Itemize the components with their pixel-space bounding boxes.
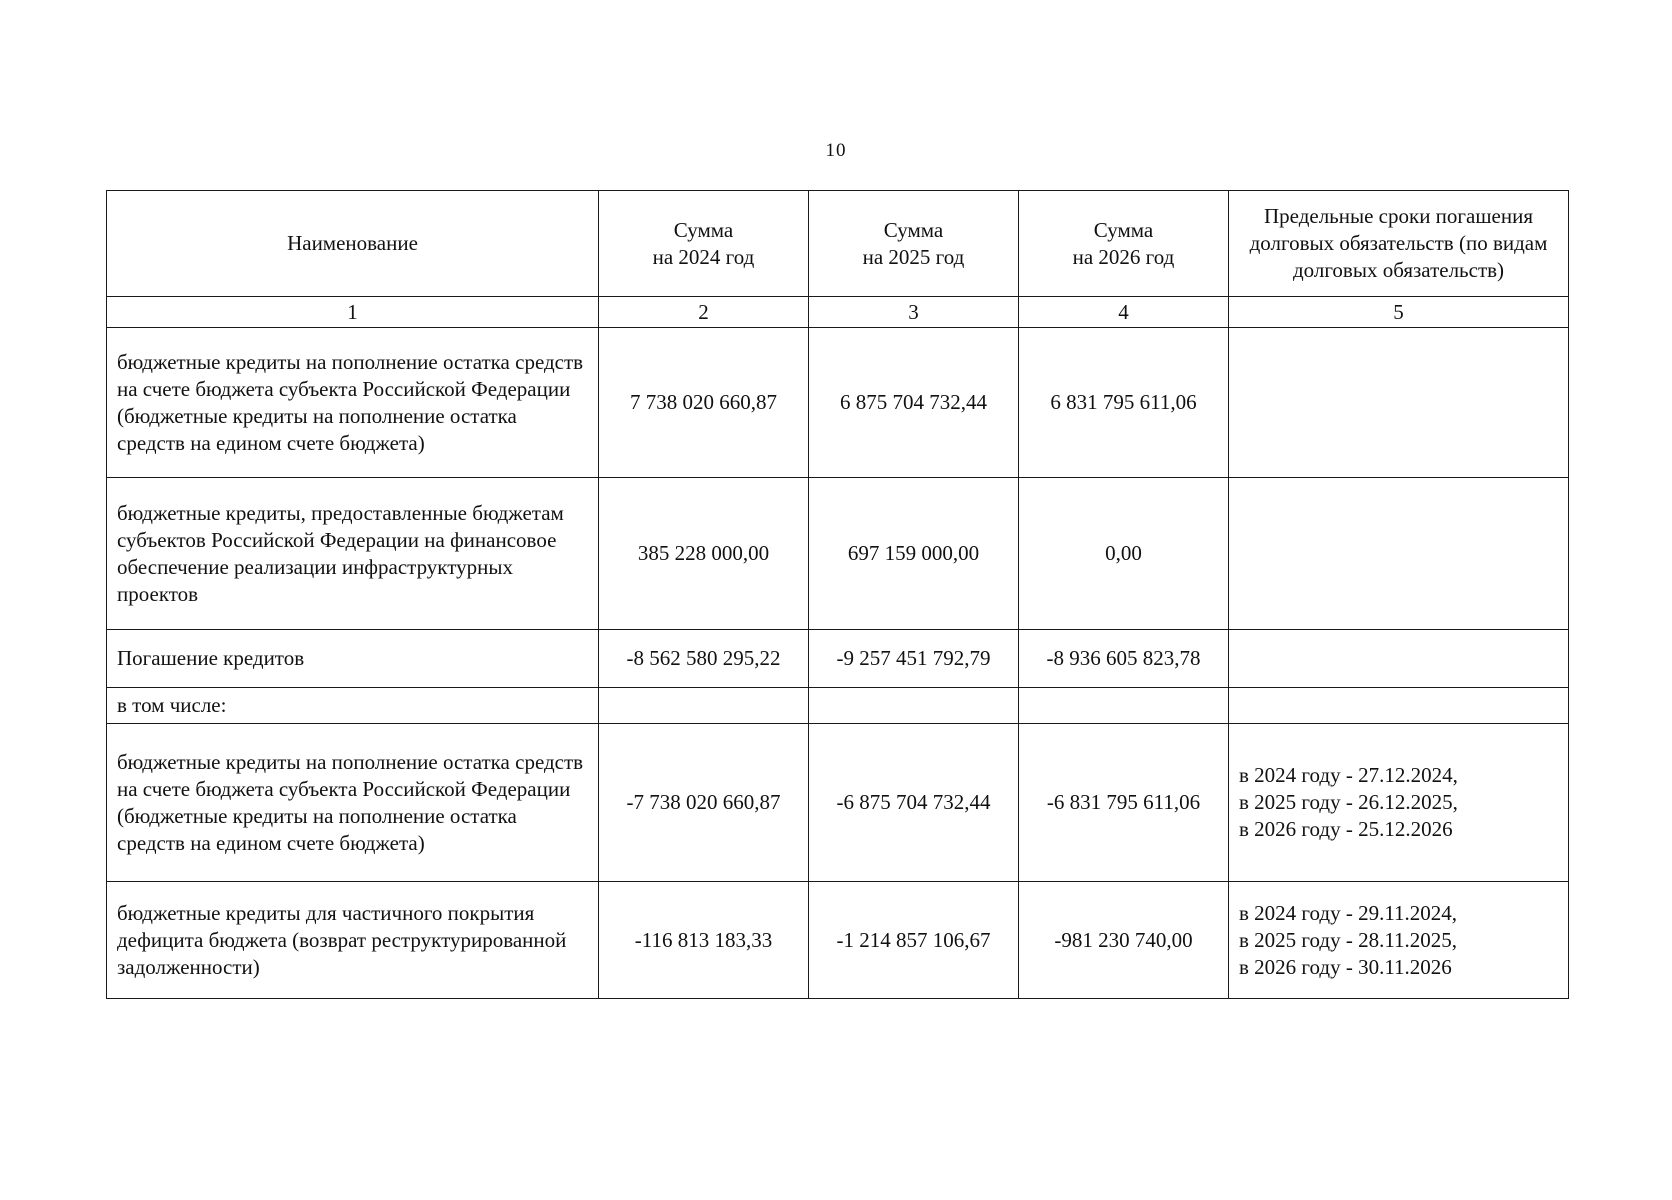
header-line: на 2024 год	[652, 244, 755, 269]
row-sum-2025	[809, 688, 1019, 724]
row-sum-2024: 385 228 000,00	[599, 478, 809, 630]
row-sum-2025: -1 214 857 106,67	[809, 882, 1019, 999]
row-sum-2024: -8 562 580 295,22	[599, 630, 809, 688]
row-sum-2026: 0,00	[1019, 478, 1229, 630]
header-line: на 2026 год	[1072, 244, 1175, 269]
row-name: бюджетные кредиты на пополнение остатка средств на счете бюджета субъекта Российской Федерации (бюджетные кредиты на пополнение остатка средств на едином счете бюджета)	[107, 724, 599, 882]
header-name: Наименование	[107, 191, 599, 297]
row-sum-2024: -7 738 020 660,87	[599, 724, 809, 882]
row-terms	[1229, 630, 1569, 688]
term-line: в 2024 году - 29.11.2024,	[1239, 900, 1458, 925]
row-name: бюджетные кредиты для частичного покрытия дефицита бюджета (возврат реструктурированной задолженности)	[107, 882, 599, 999]
row-terms	[1229, 328, 1569, 478]
header-sum-2024	[599, 191, 809, 297]
column-number: 4	[1019, 297, 1229, 328]
table-row	[107, 630, 1569, 688]
table-row	[107, 478, 1569, 630]
column-number: 3	[809, 297, 1019, 328]
header-line: на 2025 год	[862, 244, 965, 269]
term-line: в 2025 году - 28.11.2025,	[1239, 927, 1458, 952]
row-sum-2026: -8 936 605 823,78	[1019, 630, 1229, 688]
row-sum-2025: 697 159 000,00	[809, 478, 1019, 630]
table-row	[107, 724, 1569, 882]
header-sum-2025	[809, 191, 1019, 297]
row-terms	[1229, 688, 1569, 724]
row-sum-2025: -9 257 451 792,79	[809, 630, 1019, 688]
term-line: в 2024 году - 27.12.2024,	[1239, 763, 1458, 787]
term-line: в 2026 году - 25.12.2026	[1239, 817, 1453, 841]
column-number: 1	[107, 297, 599, 328]
row-sum-2026: -981 230 740,00	[1019, 882, 1229, 999]
row-terms	[1229, 882, 1569, 999]
column-number: 2	[599, 297, 809, 328]
header-repayment-terms: Предельные сроки погашения долговых обязательств (по видам долговых обязательств)	[1229, 191, 1569, 297]
table-row	[107, 688, 1569, 724]
header-sum-2026	[1019, 191, 1229, 297]
term-line: в 2025 году - 26.12.2025,	[1239, 790, 1458, 814]
header-line: Сумма	[883, 217, 944, 242]
budget-credits-table	[106, 190, 1569, 999]
table-row	[107, 882, 1569, 999]
row-name: в том числе:	[107, 688, 599, 724]
row-sum-2025: 6 875 704 732,44	[809, 328, 1019, 478]
term-line: в 2026 году - 30.11.2026	[1239, 954, 1452, 979]
header-line: Сумма	[673, 217, 734, 242]
column-numbers-row	[107, 297, 1569, 328]
row-sum-2026: -6 831 795 611,06	[1019, 724, 1229, 882]
table-row	[107, 328, 1569, 478]
table-header-row	[107, 191, 1569, 297]
row-sum-2026	[1019, 688, 1229, 724]
row-name: бюджетные кредиты, предоставленные бюджетам субъектов Российской Федерации на финансовое обеспечение реализации инфраструктурных проектов	[107, 478, 599, 630]
row-sum-2024	[599, 688, 809, 724]
row-terms	[1229, 724, 1569, 882]
header-line: Сумма	[1093, 217, 1154, 242]
row-name: Погашение кредитов	[107, 630, 599, 688]
row-terms	[1229, 478, 1569, 630]
page-number: 10	[825, 140, 847, 161]
row-sum-2025: -6 875 704 732,44	[809, 724, 1019, 882]
row-sum-2024: -116 813 183,33	[599, 882, 809, 999]
column-number: 5	[1229, 297, 1569, 328]
row-sum-2026: 6 831 795 611,06	[1019, 328, 1229, 478]
row-name: бюджетные кредиты на пополнение остатка средств на счете бюджета субъекта Российской Федерации (бюджетные кредиты на пополнение остатка средств на едином счете бюджета)	[107, 328, 599, 478]
row-sum-2024: 7 738 020 660,87	[599, 328, 809, 478]
